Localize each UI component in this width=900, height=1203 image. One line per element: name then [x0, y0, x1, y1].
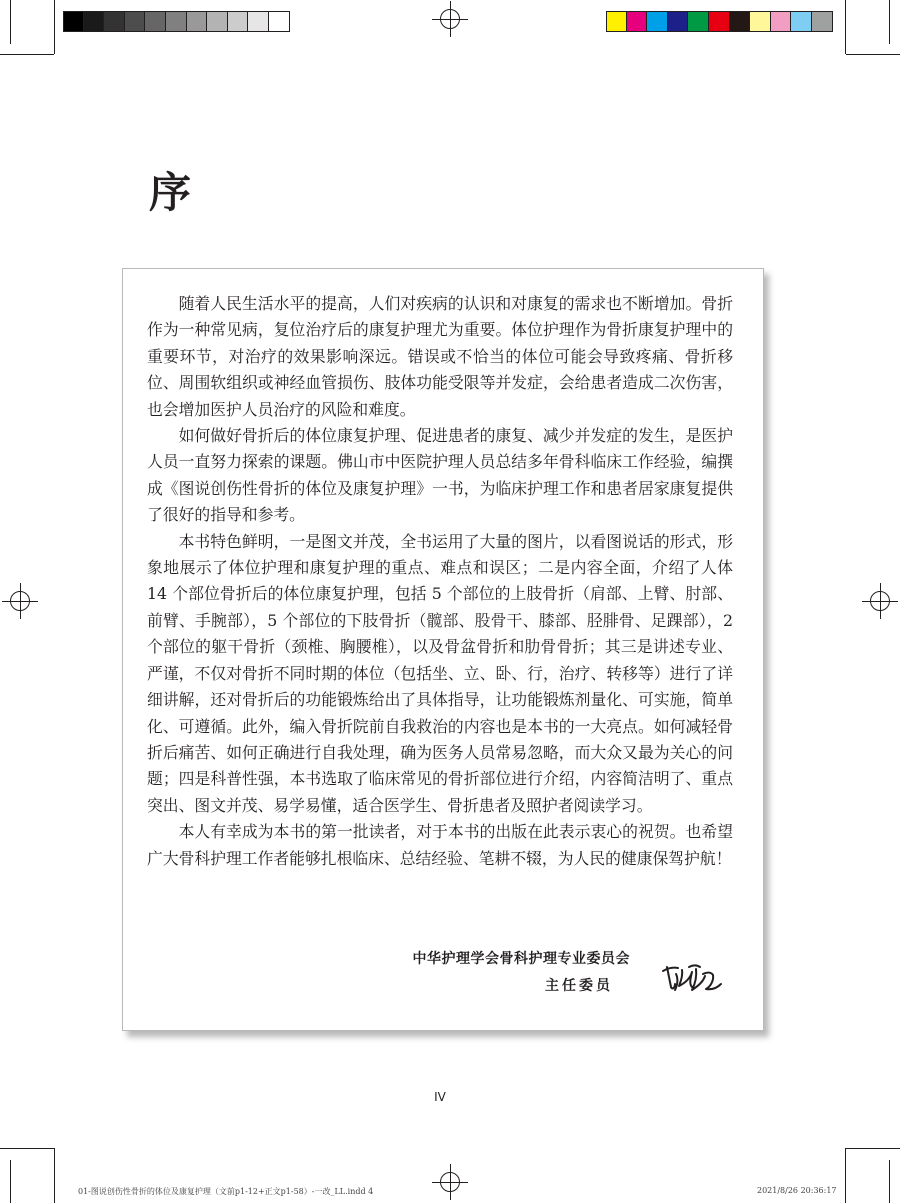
gray-swatch: [228, 11, 249, 32]
page-title: 序: [149, 168, 192, 217]
page-number: IV: [434, 1090, 446, 1104]
gray-swatch: [187, 11, 208, 32]
color-swatch: [771, 11, 792, 32]
color-swatch: [627, 11, 648, 32]
gray-swatch: [166, 11, 187, 32]
color-swatch: [730, 11, 751, 32]
preface-body: [147, 291, 733, 872]
preface-paragraph: 如何做好骨折后的体位康复护理、促进患者的康复、减少并发症的发生，是医护人员一直努力探索的课题。佛山市中医院护理人员总结多年骨科临床工作经验，编撰成《图说创伤性骨折的体位及康复护理》一书，为临床护理工作和患者居家康复提供了很好的指导和参考。: [147, 426, 733, 525]
color-swatch: [688, 11, 709, 32]
gray-swatch: [269, 11, 290, 32]
registration-mark-right: [862, 583, 898, 619]
gray-swatch: [84, 11, 105, 32]
color-swatch: [750, 11, 771, 32]
color-swatch: [709, 11, 730, 32]
color-swatch: [812, 11, 833, 32]
gray-swatch: [145, 11, 166, 32]
color-swatch: [606, 11, 627, 32]
color-swatch: [791, 11, 812, 32]
gray-swatch: [207, 11, 228, 32]
grayscale-calibration-bar: [63, 11, 290, 32]
gray-swatch: [104, 11, 125, 32]
preface-paragraph: 本书特色鲜明，一是图文并茂，全书运用了大量的图片，以看图说话的形式，形象地展示了体位护理和康复护理的重点、难点和误区；二是内容全面，介绍了人体 14 个部位骨折后的体位康复护理，包括 5 个部位的上肢骨折（肩部、上臂、肘部、前臂、手腕部），5 个部位的下肢骨折（髋部、股骨干、膝部、胫腓骨、足踝部），2 个部位的躯干骨折（颈椎、胸腰椎），以及骨盆骨折和肋骨骨折；其三是讲述专业、严谨，不仅对骨折不同时期的体位（包括坐、立、卧、行，治疗、转移等）进行了详细讲解，还对骨折后的功能锻炼给出了具体指导，让功能锻炼剂量化、可实施，简单化、可遵循。此外，编入骨折院前自我救治的内容也是本书的一大亮点。如何减轻骨折后痛苦、如何正确进行自我处理，确为医务人员常易忽略，而大众又最为关心的问题；四是科普性强，本书选取了临床常见的骨折部位进行介绍，内容简洁明了、重点突出、图文并茂、易学易懂，适合医学生、骨折患者及照护者阅读学习。: [147, 531, 733, 815]
registration-mark-left: [2, 583, 38, 619]
handwritten-signature: [659, 957, 723, 997]
registration-mark-top: [432, 1, 468, 37]
color-swatch: [647, 11, 668, 32]
preface-box: [122, 268, 764, 1031]
signature-position: 主任委员: [545, 978, 613, 994]
print-slug-filename: 01-图说创伤性骨折的体位及康复护理（文前p1-12+正文p1-58）-一改_LL.indd 4: [78, 1187, 374, 1196]
color-calibration-bar: [606, 11, 833, 32]
gray-swatch: [125, 11, 146, 32]
preface-paragraph: 本人有幸成为本书的第一批读者，对于本书的出版在此表示衷心的祝贺。也希望广大骨科护理工作者能够扎根临床、总结经验、笔耕不辍，为人民的健康保驾护航！: [147, 822, 733, 868]
color-swatch: [668, 11, 689, 32]
preface-paragraph: 随着人民生活水平的提高，人们对疾病的认识和对康复的需求也不断增加。骨折作为一种常见病，复位治疗后的康复护理尤为重要。体位护理作为骨折康复护理中的重要环节，对治疗的效果影响深远。错误或不恰当的体位可能会导致疼痛、骨折移位、周围软组织或神经血管损伤、肢体功能受限等并发症，会给患者造成二次伤害，也会增加医护人员治疗的风险和难度。: [147, 294, 733, 419]
gray-swatch: [63, 11, 84, 32]
signature-organization: 中华护理学会骨科护理专业委员会: [412, 951, 630, 967]
registration-mark-bottom: [432, 1164, 468, 1200]
gray-swatch: [248, 11, 269, 32]
print-slug-timestamp: 2021/8/26 20:36:17: [757, 1186, 837, 1195]
